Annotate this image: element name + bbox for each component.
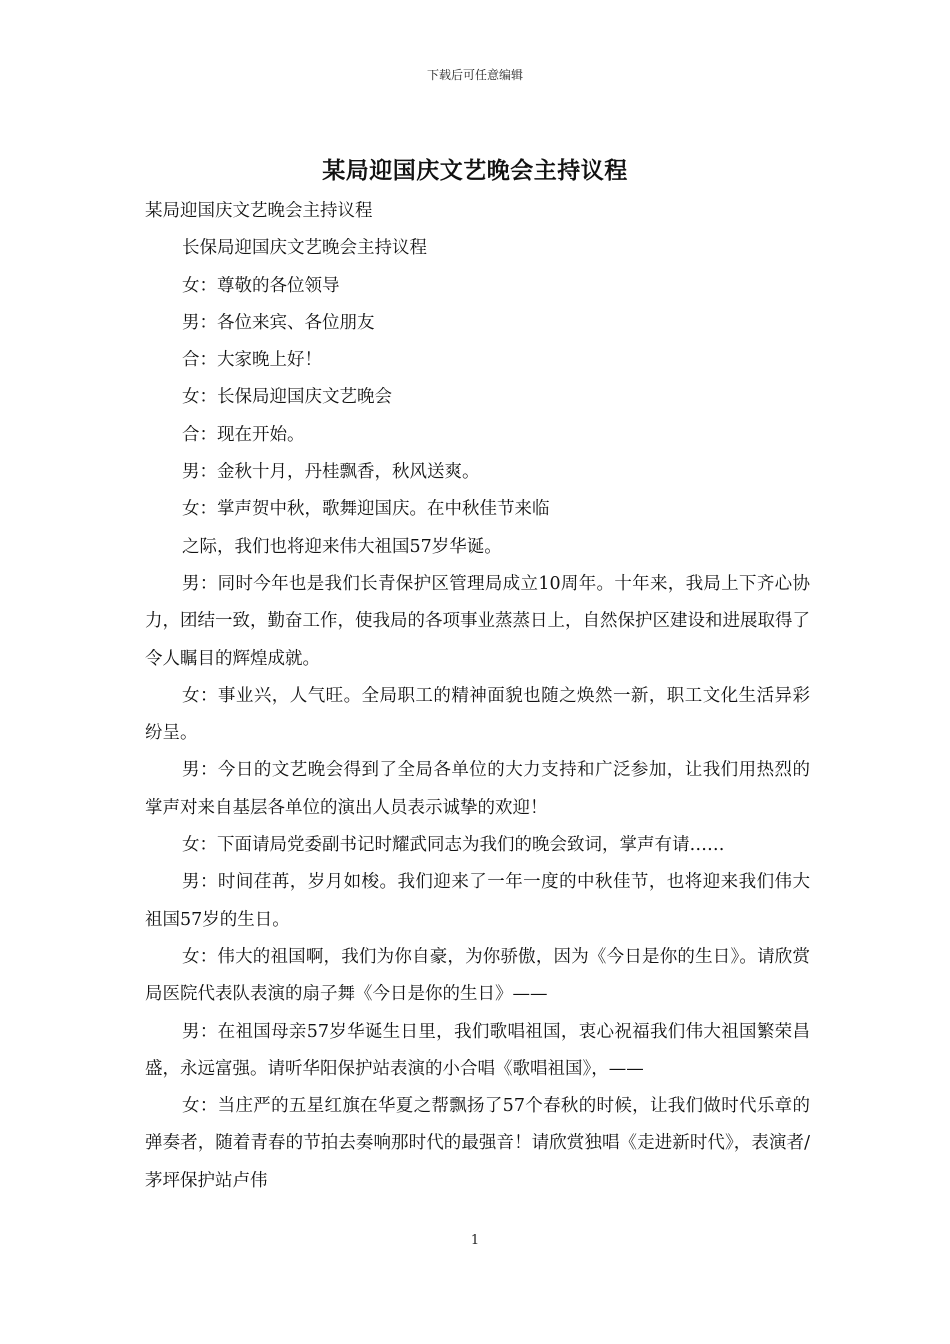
- paragraph-2: 长保局迎国庆文艺晚会主持议程: [182, 238, 427, 259]
- paragraph-17: 男：在祖国母亲57岁华诞生日里，我们歌唱祖国，衷心祝福我们伟大祖国繁荣昌盛，永远富强。请听华阳保护站表演的小合唱《歌唱祖国》，——: [145, 1021, 810, 1079]
- paragraph-7: 合：现在开始。: [182, 424, 305, 445]
- paragraph-1: 某局迎国庆文艺晚会主持议程: [145, 201, 373, 221]
- paragraph-14: 女：下面请局党委副书记时耀武同志为我们的晚会致词，掌声有请……: [182, 835, 725, 856]
- paragraph-6: 女：长保局迎国庆文艺晚会: [182, 387, 392, 408]
- document-body: [145, 193, 810, 1200]
- paragraph-9: 女：掌声贺中秋，歌舞迎国庆。在中秋佳节来临: [182, 499, 550, 520]
- paragraph-8: 男：金秋十月，丹桂飘香，秋风送爽。: [182, 462, 480, 483]
- page-number: 1: [470, 1233, 480, 1248]
- paragraph-5: 合：大家晚上好！: [182, 350, 322, 371]
- paragraph-10: 之际，我们也将迎来伟大祖国57岁华诞。: [182, 536, 502, 557]
- page-header: 下载后可任意编辑: [426, 68, 523, 82]
- paragraph-11: 男：同时今年也是我们长青保护区管理局成立10周年。十年来，我局上下齐心协力，团结一致，勤奋工作，使我局的各项事业蒸蒸日上，自然保护区建设和进展取得了令人瞩目的辉煌成就。: [145, 573, 810, 669]
- document-title: 某局迎国庆文艺晚会主持议程: [322, 157, 628, 184]
- paragraph-13: 男：今日的文艺晚会得到了全局各单位的大力支持和广泛参加，让我们用热烈的掌声对来自基层各单位的演出人员表示诚挚的欢迎！: [145, 760, 810, 818]
- paragraph-16: 女：伟大的祖国啊，我们为你自豪，为你骄傲，因为《今日是你的生日》。请欣赏局医院代表队表演的扇子舞《今日是你的生日》——: [145, 946, 810, 1005]
- paragraph-4: 男：各位来宾、各位朋友: [182, 312, 375, 333]
- paragraph-18: 女：当庄严的五星红旗在华夏之帮飘扬了57个春秋的时候，让我们做时代乐章的弹奏者，随着青春的节拍去奏响那时代的最强音！请欣赏独唱《走进新时代》，表演者/茅坪保护站卢伟: [145, 1096, 810, 1191]
- paragraph-3: 女：尊敬的各位领导: [182, 275, 340, 296]
- paragraph-12: 女：事业兴，人气旺。全局职工的精神面貌也随之焕然一新，职工文化生活异彩纷呈。: [145, 685, 810, 744]
- paragraph-15: 男：时间荏苒，岁月如梭。我们迎来了一年一度的中秋佳节，也将迎来我们伟大祖国57岁的生日。: [145, 872, 810, 930]
